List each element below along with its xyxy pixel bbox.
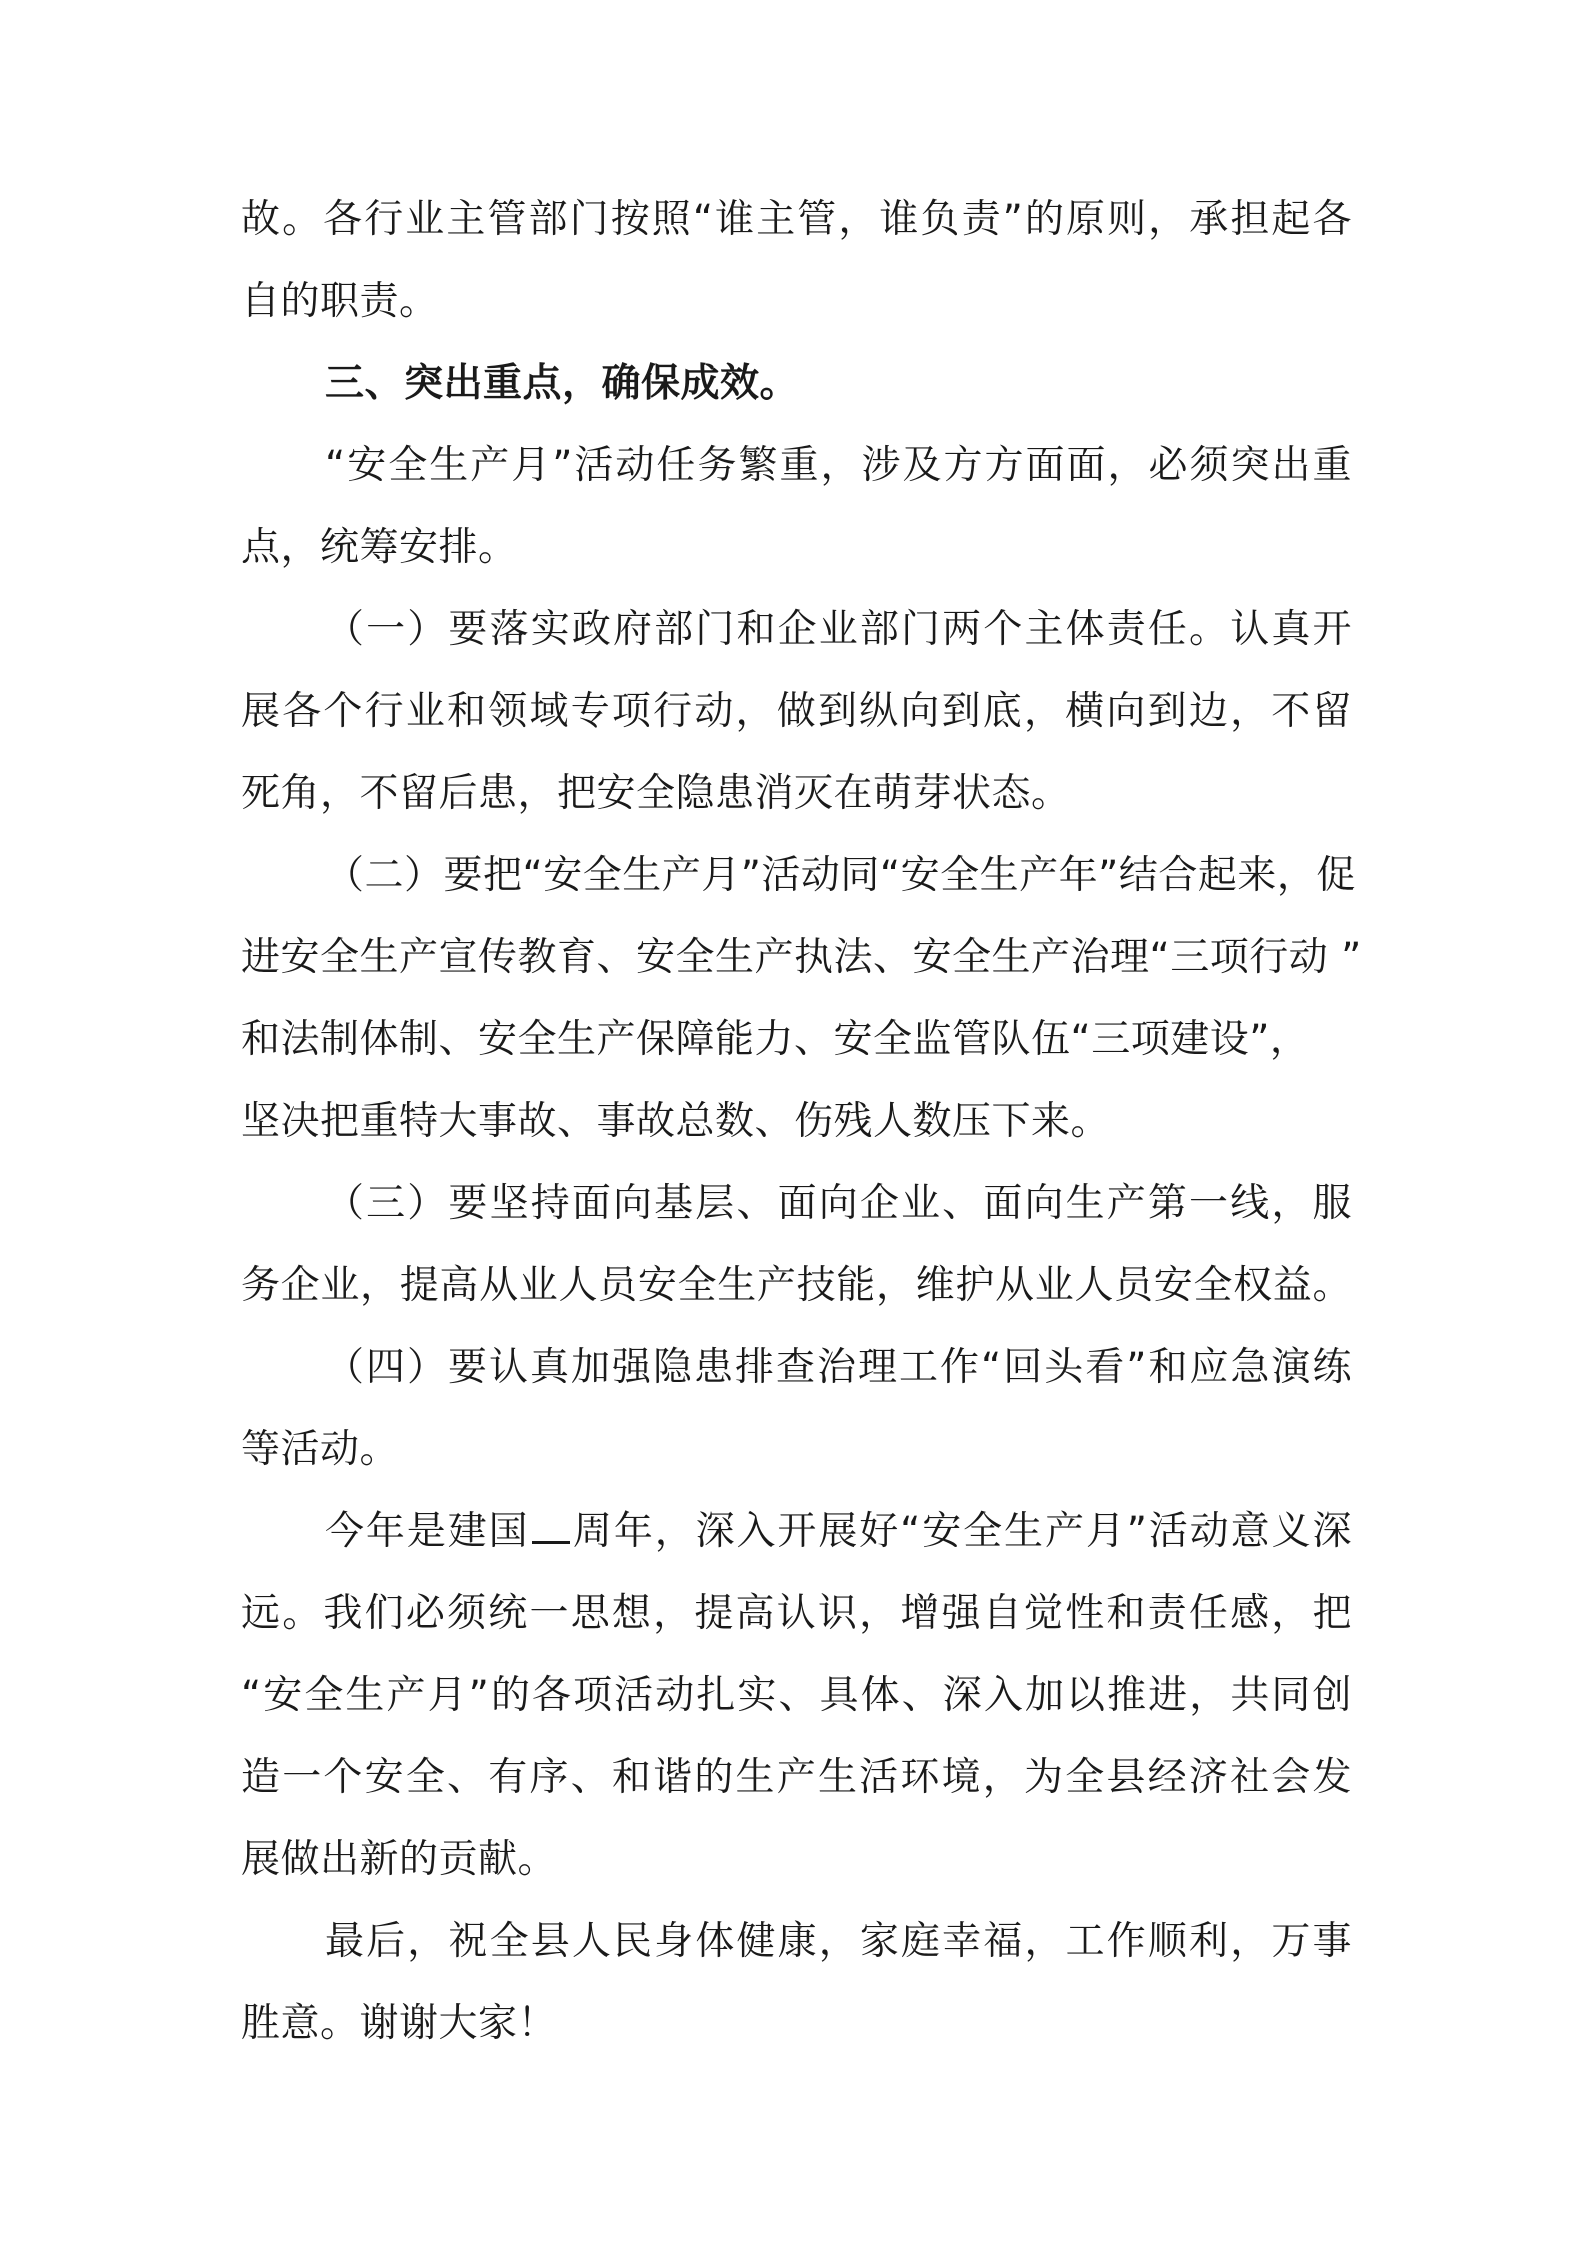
text-line: 故。各行业主管部门按照“谁主管，谁负责”的原则，承担起各 bbox=[241, 197, 1352, 242]
text-segment: 周年，深入开展好“安全生产月”活动意义深 bbox=[571, 1509, 1352, 1554]
text-line: 展做出新的贡献。 bbox=[241, 1837, 558, 1882]
text-line: 死角，不留后患，把安全隐患消灭在萌芽状态。 bbox=[241, 771, 1071, 816]
text-line: 进安全生产宣传教育、安全生产执法、安全生产治理“三项行动 ” bbox=[241, 935, 1362, 980]
text-line: （二）要把“安全生产月”活动同“安全生产年”结合起来，促 bbox=[325, 853, 1356, 898]
text-line: 展各个行业和领域专项行动，做到纵向到底，横向到边，不留 bbox=[241, 689, 1352, 734]
text-line: （四）要认真加强隐患排查治理工作“回头看”和应急演练 bbox=[325, 1345, 1352, 1390]
text-line: 造一个安全、有序、和谐的生产生活环境，为全县经济社会发 bbox=[241, 1755, 1352, 1800]
text-line: 胜意。谢谢大家！ bbox=[241, 2001, 558, 2046]
text-line: （三）要坚持面向基层、面向企业、面向生产第一线，服 bbox=[325, 1181, 1352, 1226]
section-heading: 三、突出重点，确保成效。 bbox=[325, 361, 800, 406]
text-line: 坚决把重特大事故、事故总数、伤残人数压下来。 bbox=[241, 1099, 1111, 1144]
text-line: （一）要落实政府部门和企业部门两个主体责任。认真开 bbox=[325, 607, 1352, 652]
text-line: 务企业，提高从业人员安全生产技能，维护从业人员安全权益。 bbox=[241, 1263, 1352, 1308]
text-line: 等活动。 bbox=[241, 1427, 400, 1472]
text-line bbox=[325, 1502, 1352, 1562]
fill-in-blank bbox=[532, 1511, 570, 1544]
text-line: 最后，祝全县人民身体健康，家庭幸福，工作顺利，万事 bbox=[325, 1919, 1352, 1964]
text-line: 远。我们必须统一思想，提高认识，增强自觉性和责任感，把 bbox=[241, 1591, 1352, 1636]
text-line: 点，统筹安排。 bbox=[241, 525, 518, 570]
text-line: 自的职责。 bbox=[241, 279, 439, 324]
text-line: “安全生产月”活动任务繁重，涉及方方面面，必须突出重 bbox=[325, 443, 1352, 488]
text-line: 和法制体制、安全生产保障能力、安全监管队伍“三项建设”， bbox=[241, 1017, 1310, 1062]
text-line: “安全生产月”的各项活动扎实、具体、深入加以推进，共同创 bbox=[241, 1673, 1352, 1718]
text-segment: 今年是建国 bbox=[325, 1509, 530, 1554]
